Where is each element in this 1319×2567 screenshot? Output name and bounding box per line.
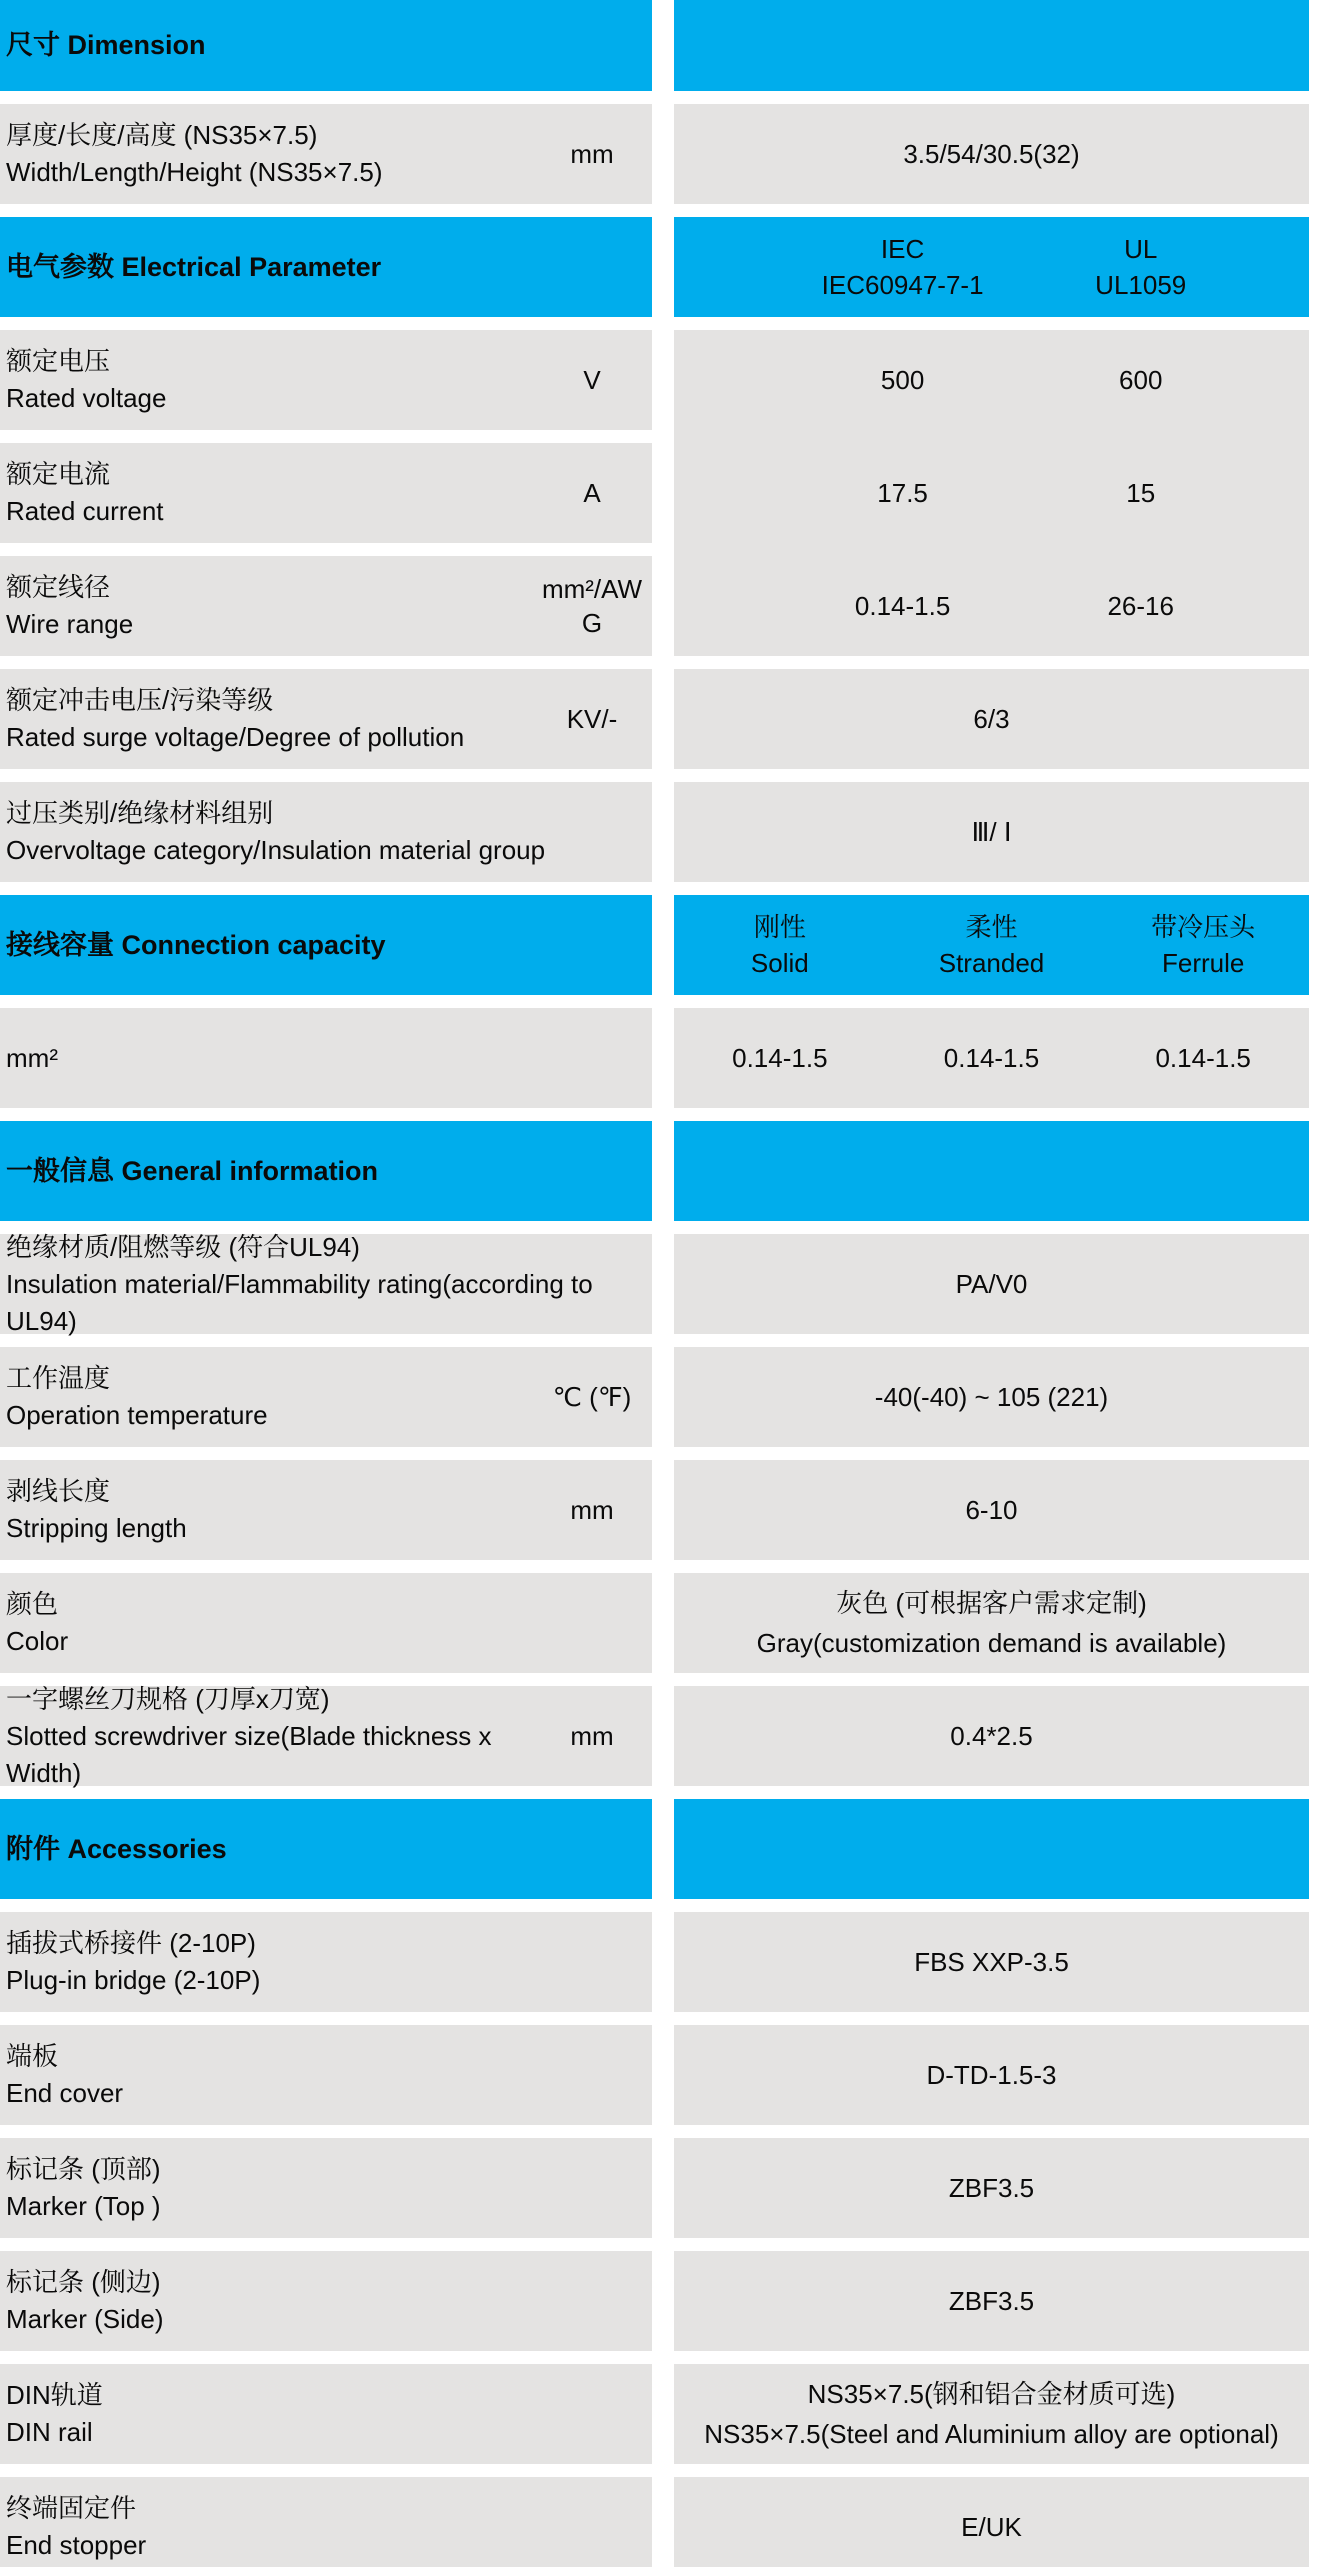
unit: mm²/AWG: [541, 574, 643, 638]
value: PA/V0: [674, 1234, 1309, 1334]
value-solid: 0.14-1.5: [732, 1043, 828, 1073]
section-title: 附件 Accessories: [6, 1833, 227, 1864]
row-operation-temperature: [0, 1347, 1319, 1447]
row-end-cover: [0, 2025, 1319, 2125]
label-cn: 额定冲击电压/污染等级: [6, 685, 274, 715]
label-cn: 绝缘材质/阻燃等级 (符合UL94): [6, 1231, 360, 1262]
label-en: Operation temperature: [6, 1400, 268, 1430]
label-cn: 剥线长度: [6, 1476, 111, 1506]
row-din-rail: [0, 2364, 1319, 2464]
label-en: Rated current: [6, 496, 164, 526]
value-ul: 600: [1119, 365, 1163, 395]
electrical-data-block: [0, 330, 1319, 656]
label-en: Marker (Top ): [6, 2191, 161, 2221]
value: Ⅲ/ Ⅰ: [674, 782, 1309, 882]
row-marker-top: [0, 2138, 1319, 2238]
header-spacer-cell: [674, 1799, 1309, 1899]
unit: mm: [570, 139, 614, 169]
value-cn: 灰色 (可根据客户需求定制): [836, 1588, 1147, 1618]
value-ferrule: 0.14-1.5: [1155, 1043, 1251, 1073]
value: ZBF3.5: [674, 2251, 1309, 2351]
label-cn: DIN轨道: [6, 2380, 103, 2410]
col-label-cn: 带冷压头: [1151, 912, 1256, 942]
value: 0.4*2.5: [674, 1686, 1309, 1786]
label-en: Marker (Side): [6, 2304, 164, 2334]
section-header-connection-capacity: [0, 895, 1319, 995]
value-en: Gray(customization demand is available): [756, 1628, 1227, 1658]
col-stranded: [886, 909, 1098, 981]
section-header-general-information: [0, 1121, 1319, 1221]
section-title: 电气参数 Electrical Parameter: [6, 251, 382, 282]
col-solid: [674, 909, 886, 981]
label-en: Width/Length/Height (NS35×7.5): [6, 157, 383, 187]
col-label-en: Ferrule: [1162, 948, 1245, 978]
unit: KV/-: [566, 704, 618, 734]
col-label-en: Solid: [750, 948, 809, 978]
row-rated-current: [0, 443, 652, 543]
row-marker-side: [0, 2251, 1319, 2351]
row-color: [0, 1573, 1319, 1673]
label-cn: 一字螺丝刀规格 (刀厚x刀宽): [6, 1683, 330, 1714]
row-width-length-height: [0, 104, 1319, 204]
label-cn: 终端固定件: [6, 2493, 137, 2523]
label-en: DIN rail: [6, 2417, 93, 2447]
unit: mm: [570, 1495, 614, 1525]
standard-spec: IEC60947-7-1: [821, 270, 984, 300]
col-label-en: Stranded: [938, 948, 1045, 978]
col-ferrule: [1097, 909, 1309, 981]
label-en: Color: [6, 1626, 69, 1656]
value-ul: 15: [1126, 478, 1156, 508]
section-header-accessories: [0, 1799, 1319, 1899]
label-en: End cover: [6, 2078, 124, 2108]
standard-name: IEC: [880, 234, 925, 264]
value-cn: NS35×7.5(钢和铝合金材质可选): [807, 2379, 1176, 2409]
section-title: 一般信息 General information: [6, 1155, 379, 1186]
label-cn: 端板: [6, 2041, 59, 2071]
value-iec: 500: [880, 365, 925, 395]
label-cn: 额定线径: [6, 572, 111, 602]
label-cn: 过压类别/绝缘材料组别: [6, 798, 274, 828]
unit: ℃ (℉): [552, 1382, 632, 1412]
value-iec: 17.5: [877, 478, 928, 508]
row-plug-in-bridge: [0, 1912, 1319, 2012]
standard-spec: UL1059: [1095, 270, 1187, 300]
standard-iec: [822, 231, 984, 303]
section-title: 接线容量 Connection capacity: [6, 929, 386, 960]
row-screwdriver-size: [0, 1683, 1319, 1788]
value: ZBF3.5: [674, 2138, 1309, 2238]
value: D-TD-1.5-3: [674, 2025, 1309, 2125]
unit: V: [583, 365, 601, 395]
label-cn: 额定电压: [6, 346, 111, 376]
label-en: End stopper: [6, 2530, 147, 2560]
electrical-values-cell: [674, 330, 1309, 656]
col-label-cn: 刚性: [753, 912, 806, 942]
label-en: Rated surge voltage/Degree of pollution: [6, 722, 465, 752]
value-en: NS35×7.5(Steel and Aluminium alloy are optional): [704, 2419, 1279, 2449]
value: 6/3: [674, 669, 1309, 769]
standard-name: UL: [1124, 234, 1158, 264]
row-insulation-material: [0, 1231, 1319, 1336]
row-end-stopper: [0, 2477, 1319, 2567]
label-cn: 颜色: [6, 1589, 59, 1619]
value: 3.5/54/30.5(32): [674, 104, 1309, 204]
label-cn: 工作温度: [6, 1363, 111, 1393]
label-en: Insulation material/Flammability rating(according to UL94): [6, 1268, 593, 1336]
section-header-dimension: [0, 0, 1319, 91]
row-wire-range: [0, 556, 652, 656]
row-surge-voltage: [0, 669, 1319, 769]
value: FBS XXP-3.5: [674, 1912, 1309, 2012]
label-en: Rated voltage: [6, 383, 167, 413]
label-cn: 厚度/长度/高度 (NS35×7.5): [6, 120, 318, 150]
row-connection-capacity-mm2: [0, 1008, 1319, 1108]
value: 6-10: [674, 1460, 1309, 1560]
col-label-cn: 柔性: [965, 912, 1018, 942]
label-en: Overvoltage category/Insulation material group: [6, 835, 546, 865]
label-en: Slotted screwdriver size(Blade thickness x Width): [6, 1720, 492, 1788]
row-stripping-length: [0, 1460, 1319, 1560]
label-cn: 额定电流: [6, 459, 111, 489]
section-header-electrical: [0, 217, 1319, 317]
value: E/UK: [674, 2477, 1309, 2567]
value-iec: 0.14-1.5: [854, 591, 951, 621]
header-spacer-cell: [674, 0, 1309, 91]
value-stranded: 0.14-1.5: [943, 1043, 1040, 1073]
unit: A: [583, 478, 601, 508]
label-en: Plug-in bridge (2-10P): [6, 1965, 261, 1995]
label-cn: mm²: [6, 1042, 58, 1073]
label-cn: 标记条 (顶部): [6, 2154, 161, 2184]
row-rated-voltage: [0, 330, 652, 430]
header-spacer-cell: [674, 1121, 1309, 1221]
row-overvoltage-category: [0, 782, 1319, 882]
label-en: Stripping length: [6, 1513, 187, 1543]
standard-ul: [1095, 231, 1186, 303]
label-cn: 插拔式桥接件 (2-10P): [6, 1928, 256, 1958]
value: -40(-40) ~ 105 (221): [674, 1347, 1309, 1447]
section-title: 尺寸 Dimension: [6, 30, 206, 60]
value-ul: 26-16: [1107, 591, 1174, 621]
label-cn: 标记条 (侧边): [6, 2267, 161, 2297]
label-en: Wire range: [6, 609, 134, 639]
unit: mm: [570, 1721, 614, 1751]
